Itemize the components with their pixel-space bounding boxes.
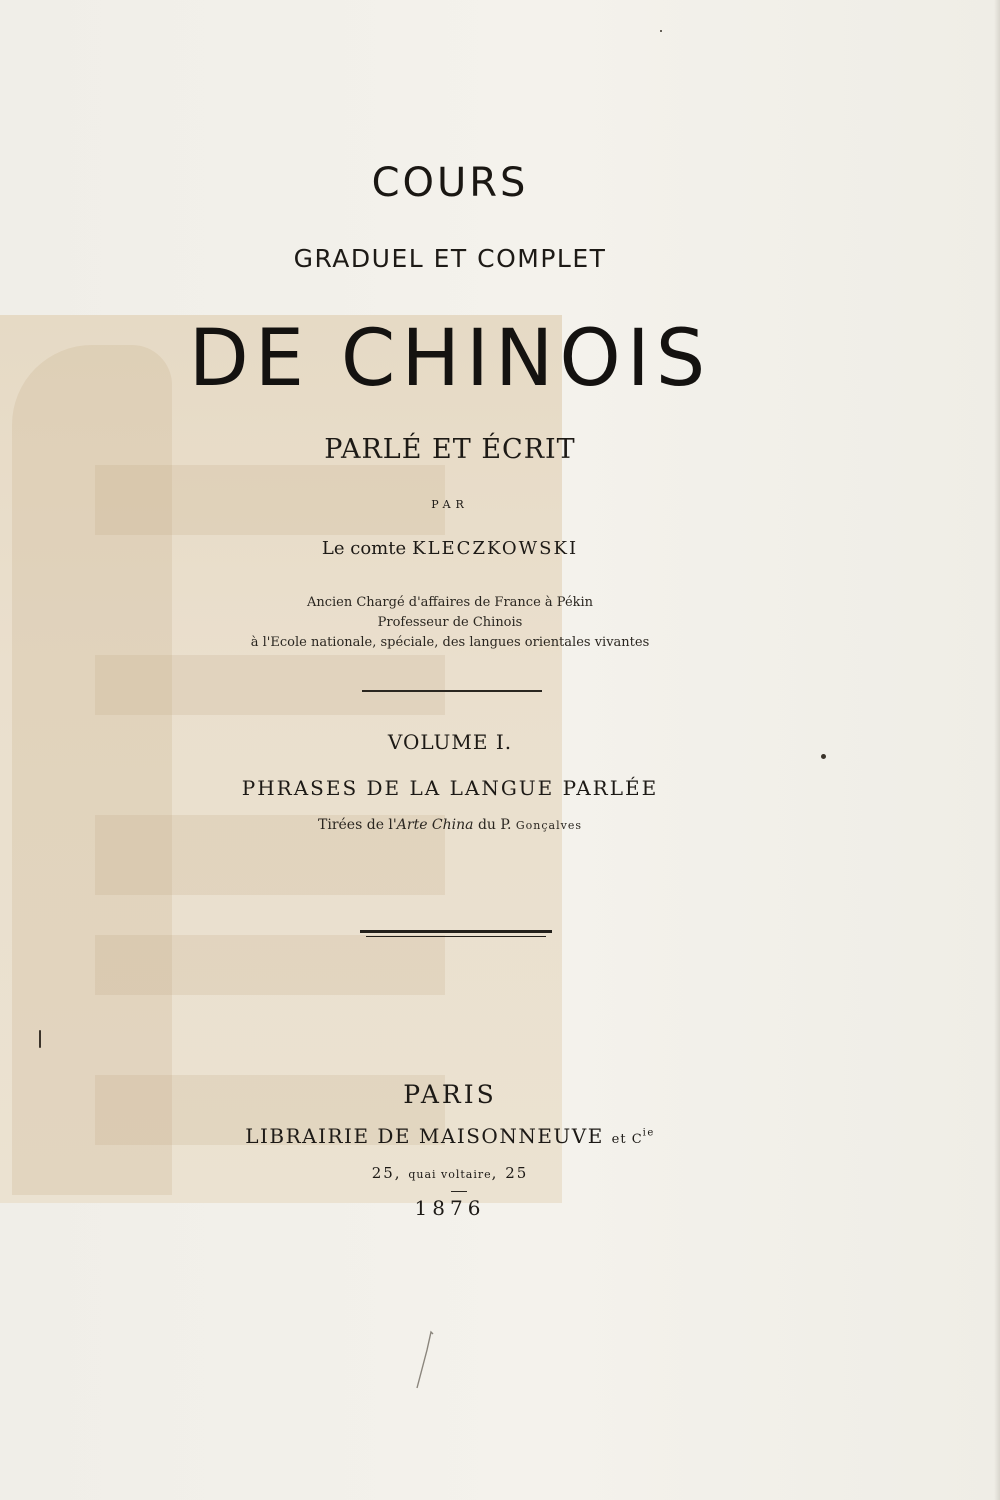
address-number: , 25 xyxy=(491,1164,529,1182)
author-line xyxy=(0,538,900,559)
imprint-address xyxy=(0,1164,900,1182)
paper-speck xyxy=(39,1030,41,1048)
source-title: Arte China xyxy=(396,817,474,833)
source-mid: du P. xyxy=(473,817,516,833)
address-number: 25, xyxy=(371,1164,409,1182)
paper-speck xyxy=(660,30,662,32)
title-line-parle: PARLÉ ET ÉCRIT xyxy=(324,434,576,465)
title-line-cours: COURS xyxy=(371,160,529,206)
author-qualifications xyxy=(0,593,900,653)
author-prefix: Le comte xyxy=(321,538,407,559)
main-title: DE CHINOIS xyxy=(188,314,712,404)
double-rule-bottom xyxy=(366,936,546,937)
qualification-line: Professeur de Chinois xyxy=(377,615,523,630)
imprint-year: 1876 xyxy=(414,1196,486,1220)
publisher-suffix: et C xyxy=(611,1132,643,1147)
title-line-graduel: GRADUEL ET COMPLET xyxy=(293,244,607,273)
qualification-line: Ancien Chargé d'affaires de France à Pékin xyxy=(306,595,594,610)
divider-rule xyxy=(362,690,542,692)
pencil-mark xyxy=(405,1330,445,1390)
by-label: PAR xyxy=(431,498,469,511)
imprint-city: PARIS xyxy=(403,1080,497,1109)
year-rule xyxy=(451,1191,467,1192)
qualification-line: à l'Ecole nationale, spéciale, des langues orientales vivantes xyxy=(250,635,650,650)
paper-speck xyxy=(821,754,826,759)
volume-label: VOLUME I. xyxy=(387,730,513,754)
source-line xyxy=(0,817,900,833)
author-name: KLECZKOWSKI xyxy=(412,538,579,559)
source-prefix: Tirées de l' xyxy=(318,817,397,833)
double-rule-top xyxy=(360,930,552,933)
imprint-publisher xyxy=(0,1124,900,1148)
source-author: Gonçalves xyxy=(515,819,582,832)
address-street: quai voltaire xyxy=(408,1168,492,1181)
publisher-suffix-sup: ie xyxy=(642,1127,655,1139)
publisher-name: LIBRAIRIE DE MAISONNEUVE xyxy=(245,1124,604,1148)
volume-subtitle: PHRASES DE LA LANGUE PARLÉE xyxy=(241,776,659,800)
